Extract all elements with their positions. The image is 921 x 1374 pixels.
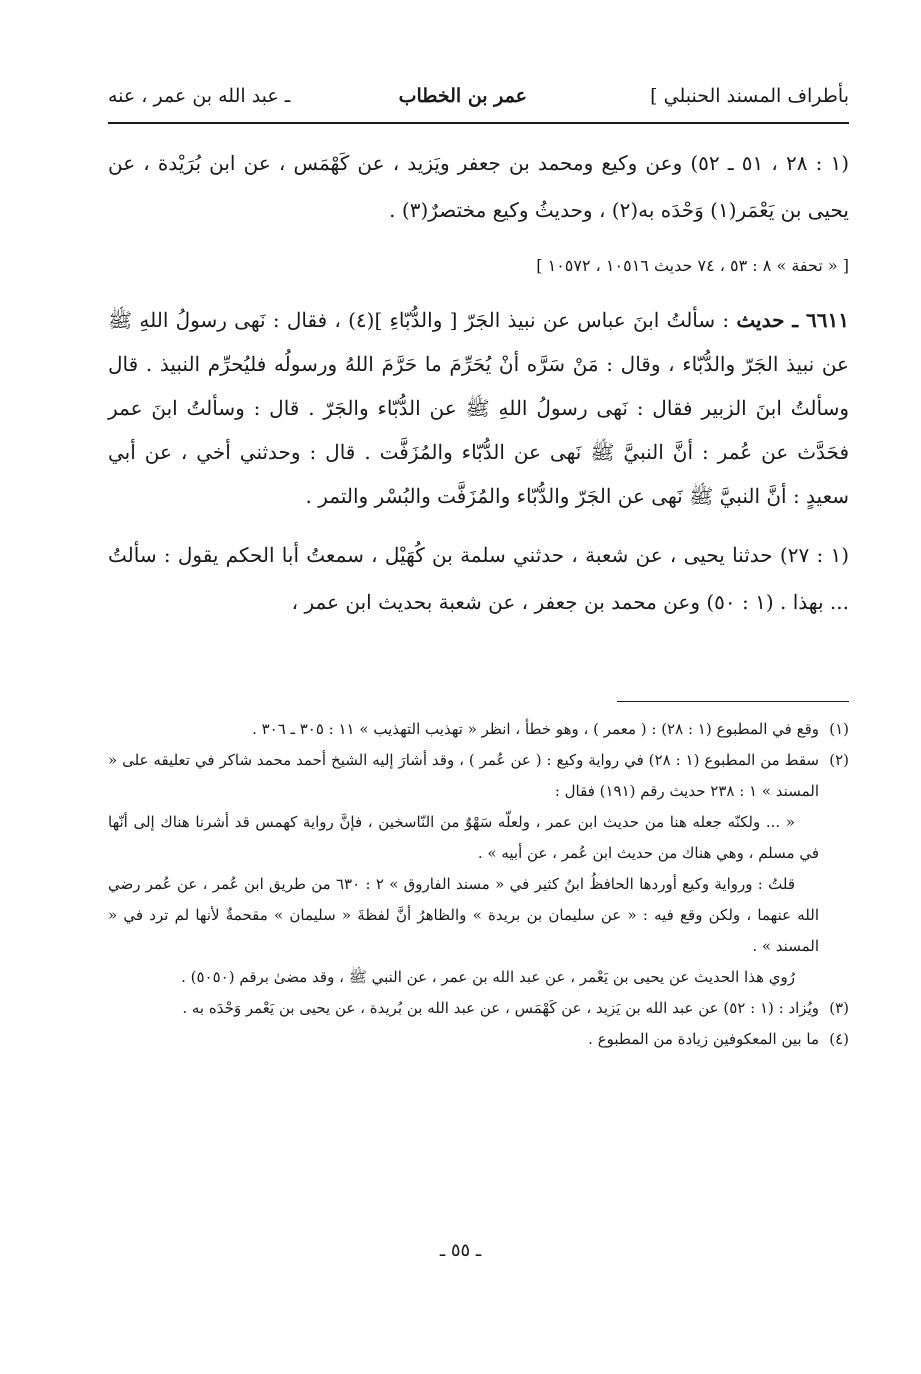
- header-book-title: بأطراف المسند الحنبلي ]: [650, 85, 849, 107]
- hadith-paragraph: [108, 298, 849, 518]
- footnote-text: ما بين المعكوفين زيادة من المطبوع .: [588, 1030, 819, 1048]
- footnote-text: سقط من المطبوع (١ : ٢٨) في رواية وكيع : ( عن عُمر ) ، وقد أشارَ إليه الشيخ أحمد محمد شاكر في تعليقه على « المسند » ١ : ٢٣٨ حديث رقم (١٩١) فقال :: [108, 751, 819, 800]
- footnotes: [108, 714, 849, 1055]
- footnote-comment: [108, 869, 849, 962]
- footnote: [108, 993, 849, 1024]
- footnote-rule: [617, 701, 849, 702]
- footnote-text: رُوي هذا الحديث عن يحيى بن يَعْمر ، عن عبد الله بن عمر ، عن النبي ﷺ ، وقد مضىٰ برقم (٥٠٥٠) .: [181, 968, 795, 986]
- header-rule: [108, 122, 849, 124]
- spacer: [108, 518, 849, 532]
- footnote: [108, 714, 849, 745]
- footnote-text: قلتُ : ورواية وكيع أوردها الحافظُ ابنُ كثير في « مسند الفاروق » ٢ : ٦٣٠ من طريق ابن عُمر ، عن عُمر رضي الله عنهما ، ولكن وقع فيه : « عن سليمان بن بريدة » والظاهرُ أنَّ لفظةَ « سليمان » مقحمةٌ لأنها لم ترد في « المسند » .: [108, 875, 819, 955]
- spacer: [108, 284, 849, 298]
- footnote: [108, 745, 849, 807]
- tuhfa-reference: [ « تحفة » ٨ : ٥٣ ، ٧٤ حديث ١٠٥١٦ ، ١٠٥٧٢ ]: [536, 256, 849, 275]
- hadith-number: ٦٦١١ ـ حديث: [736, 308, 849, 332]
- footnote-number: (٤): [829, 1030, 849, 1048]
- footnote-text: وقع في المطبوع (١ : ٢٨) : ( معمر ) ، وهو خطأ ، انظر « تهذيب التهذيب » ١١ : ٣٠٥ ـ ٣٠٦ .: [252, 720, 819, 738]
- hadith-text: : سألتُ ابنَ عباس عن نبيذ الجَرّ [ والدُّبّاءِ ](٤) ، فقال : نَهى رسولُ اللهِ ﷺ عن نبيذ الجَرّ والدُّبّاء ، وقال : مَنْ سَرَّه أنْ يُحَرِّمَ ما حَرَّمَ اللهُ ورسولُه فليُحرِّم النبيذ . قال وسألتُ ابنَ الزبير فقال : نَهى رسولُ اللهِ ﷺ عن الدُّبّاء والجَرّ . قال : وسألتُ ابنَ عمر فحَدَّث عن عُمر : أنَّ النبيَّ ﷺ نَهى عن الدُّبّاء والمُزَفَّت . قال : وحدثني أخي ، عن أبي سعيدٍ : أنَّ النبيَّ ﷺ نَهى عن الجَرّ والدُّبّاء والمُزَفَّت والبُسْر والتمر .: [108, 308, 849, 508]
- paragraph-chain-2: (١ : ٢٧) حدثنا يحيى ، عن شعبة ، حدثني سلمة بن كُهَيْل ، سمعتُ أبا الحكم يقول : سألتُ ... بهذا . (١ : ٥٠) وعن محمد بن جعفر ، عن شعبة بحديث ابن عمر ،: [108, 543, 849, 614]
- header-section-bold: [399, 76, 527, 116]
- paragraph-chain: (١ : ٢٨ ، ٥١ ـ ٥٢) وعن وكيع ومحمد بن جعفر ويَزيد ، عن كَهْمَس ، عن ابن بُرَيْدة ، عن يحيى بن يَعْمَر(١) وَحْدَه به(٢) ، وحديثُ وكيع مختصرٌ(٣) .: [108, 151, 850, 222]
- header-subsection: ـ عبد الله بن عمر ، عنه: [108, 85, 291, 107]
- footnote-number: (٢): [829, 751, 849, 769]
- spacer: [108, 234, 849, 248]
- footnote: [108, 1024, 849, 1055]
- running-header: [108, 76, 849, 116]
- header-section-name: عمر بن الخطاب: [398, 85, 527, 107]
- main-text: [108, 140, 849, 626]
- footnote-comment: [108, 962, 849, 993]
- footnote-quote: [108, 807, 849, 869]
- footnote-text: « ... ولكنّه جعله هنا من حديث ابن عمر ، ولعلّه سَهْوٌ من النّاسخين ، فإنَّ رواية كهمس قد أشرنا هناك إلى أنّها في مسلم ، وهي هناك من حديث ابن عُمر ، عن أبيه » .: [108, 813, 819, 862]
- footnote-number: (٣): [829, 999, 849, 1017]
- page-number: ـ ٥٥ ـ: [439, 1240, 482, 1261]
- footnote-text: ويُزاد : (١ : ٥٢) عن عبد الله بن يَزيد ، عن كَهْمَس ، عن عبد الله بن بُريدة ، عن يحيى بن يَعْمر وَحْدَه به .: [182, 999, 819, 1017]
- footnote-number: (١): [829, 720, 849, 738]
